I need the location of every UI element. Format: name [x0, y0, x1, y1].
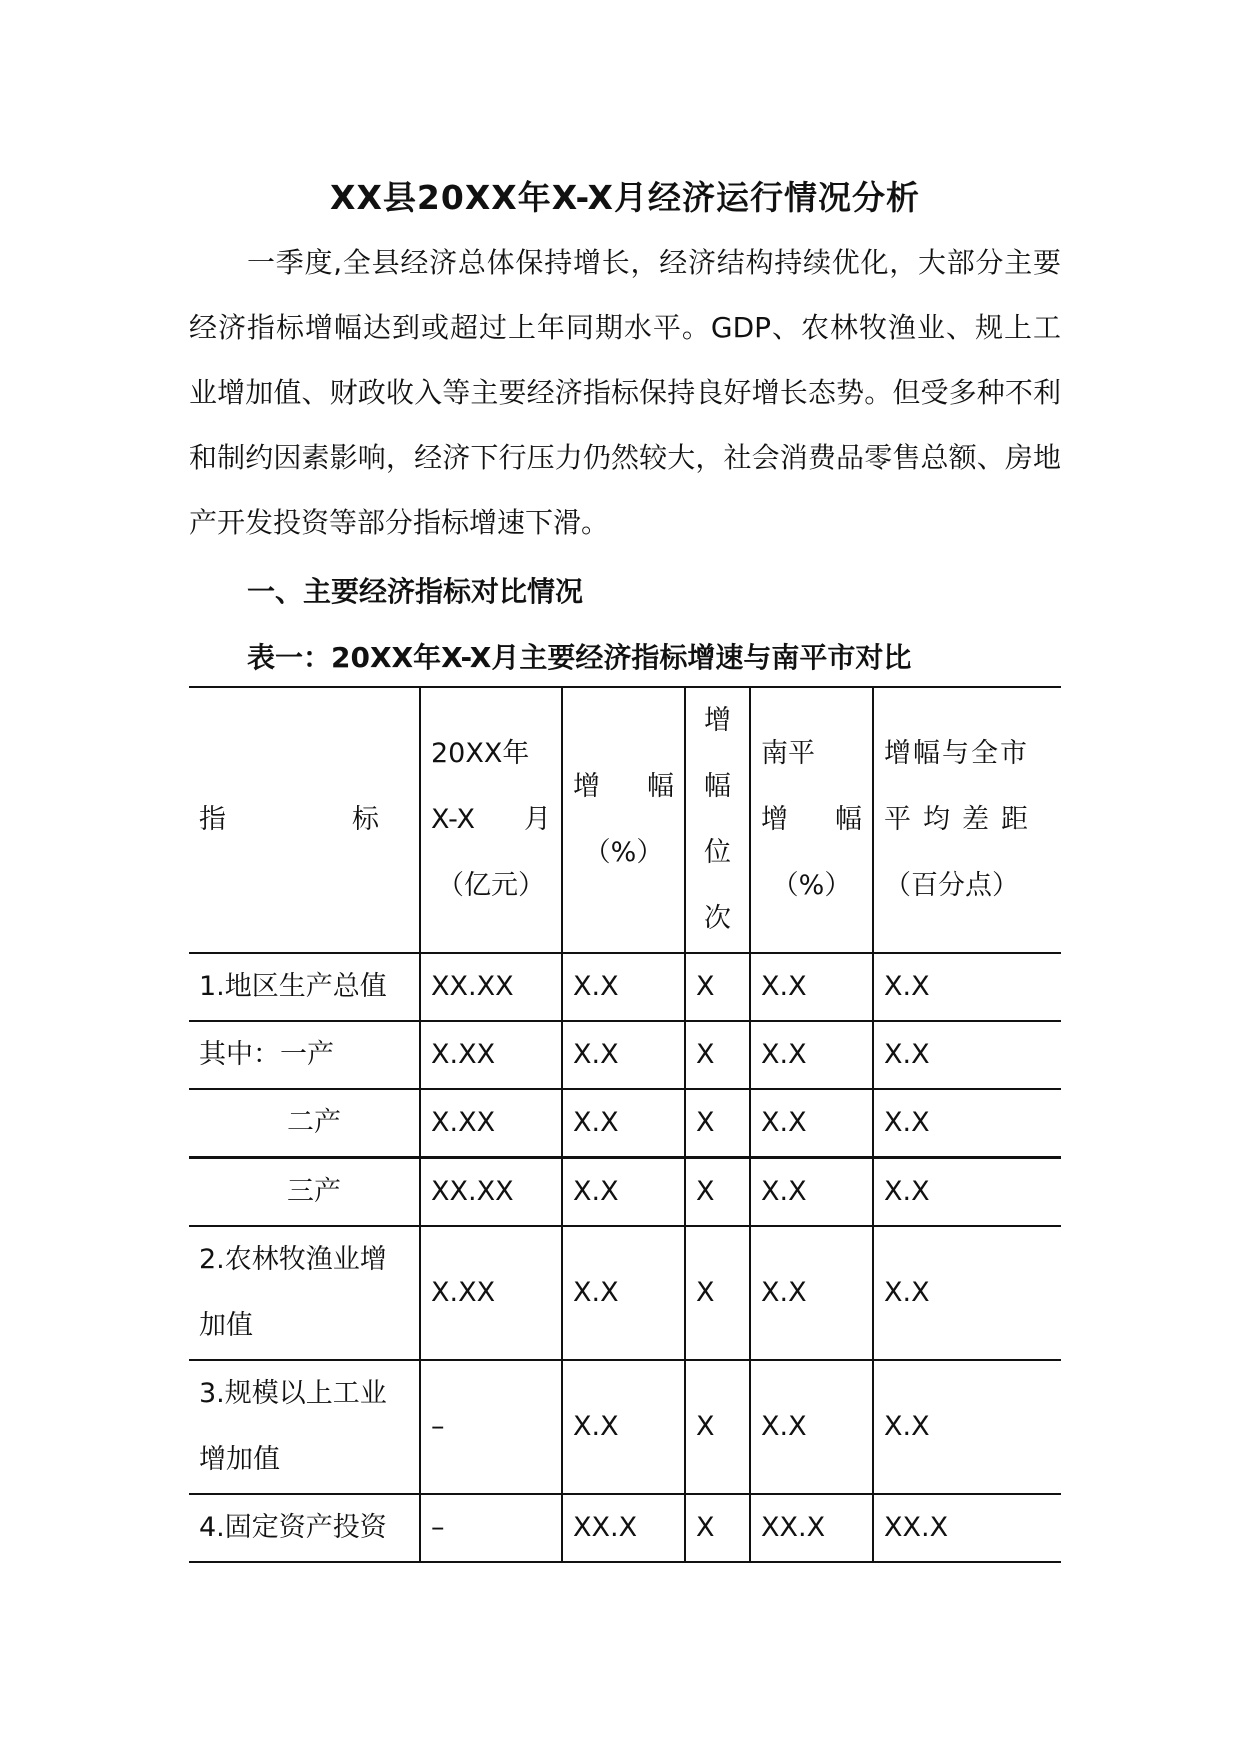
row-indicator: 3.规模以上工业增加值	[189, 1360, 420, 1494]
table-row	[189, 1021, 1061, 1089]
row-rank: X	[685, 1158, 750, 1227]
row-value: X.XX	[420, 1226, 562, 1360]
header-diff-line1: 增幅与全市	[884, 738, 1029, 769]
header-rank-2: 幅	[704, 771, 731, 802]
row-value: X.XX	[420, 1089, 562, 1158]
row-indicator: 其中：一产	[189, 1021, 420, 1089]
row-rank: X	[685, 1021, 750, 1089]
header-nanping-unit: （%）	[771, 870, 852, 901]
row-indicator: 2.农林牧渔业增加值	[189, 1226, 420, 1360]
row-diff: X.X	[873, 1226, 1061, 1360]
intro-paragraph: 一季度,全县经济总体保持增长，经济结构持续优化，大部分主要经济指标增幅达到或超过上年同期水平。GDP、农林牧渔业、规上工业增加值、财政收入等主要经济指标保持良好增长态势。但受多种不利和制约因素影响，经济下行压力仍然较大，社会消费品零售总额、房地产开发投资等部分指标增速下滑。	[189, 246, 1061, 539]
row-growth: X.X	[562, 1158, 685, 1227]
row-nanping-growth: X.X	[750, 953, 873, 1021]
header-value	[420, 687, 562, 953]
header-nanping-line1: 南平	[761, 738, 815, 769]
row-value: X.XX	[420, 1021, 562, 1089]
row-growth: XX.X	[562, 1494, 685, 1562]
header-rank-4: 次	[704, 903, 731, 934]
header-indicator-b: 标	[352, 804, 379, 835]
header-rank-1: 增	[704, 705, 731, 736]
table-header-row	[189, 687, 1061, 953]
header-growth-unit: （%）	[583, 837, 664, 868]
header-growth-a: 增	[573, 771, 600, 802]
row-diff: XX.X	[873, 1494, 1061, 1562]
row-indicator: 三产	[189, 1158, 420, 1227]
table-row	[189, 1494, 1061, 1562]
table-row	[189, 1360, 1061, 1494]
row-rank: X	[685, 1360, 750, 1494]
row-nanping-growth: X.X	[750, 1226, 873, 1360]
header-indicator-a: 指	[199, 804, 226, 835]
row-nanping-growth: X.X	[750, 1089, 873, 1158]
row-rank: X	[685, 953, 750, 1021]
section-heading: 一、主要经济指标对比情况	[247, 575, 584, 608]
row-indicator: 1.地区生产总值	[189, 953, 420, 1021]
row-growth: X.X	[562, 953, 685, 1021]
row-value: –	[420, 1494, 562, 1562]
header-value-line3: （亿元）	[437, 870, 545, 901]
header-value-line2b: 月	[524, 804, 551, 835]
document-title: XX县20XX年X-X月经济运行情况分析	[330, 178, 920, 217]
row-rank: X	[685, 1494, 750, 1562]
row-diff: X.X	[873, 953, 1061, 1021]
table-row	[189, 1158, 1061, 1227]
row-rank: X	[685, 1226, 750, 1360]
row-indicator: 4.固定资产投资	[189, 1494, 420, 1562]
header-growth-b: 幅	[647, 771, 674, 802]
row-diff: X.X	[873, 1158, 1061, 1227]
row-nanping-growth: X.X	[750, 1021, 873, 1089]
row-value: XX.XX	[420, 953, 562, 1021]
row-diff: X.X	[873, 1021, 1061, 1089]
header-indicator	[189, 687, 420, 953]
row-growth: X.X	[562, 1360, 685, 1494]
header-diff-line3: （百分点）	[884, 870, 1019, 901]
row-rank: X	[685, 1089, 750, 1158]
header-growth	[562, 687, 685, 953]
header-nanping	[750, 687, 873, 953]
indicator-table	[189, 686, 1061, 1563]
table-row	[189, 1089, 1061, 1158]
header-diff-line2: 平均差距	[884, 804, 1040, 835]
row-diff: X.X	[873, 1360, 1061, 1494]
row-growth: X.X	[562, 1021, 685, 1089]
table-row	[189, 953, 1061, 1021]
header-nanping-line2a: 增	[761, 804, 788, 835]
row-nanping-growth: X.X	[750, 1158, 873, 1227]
header-rank-3: 位	[704, 837, 731, 868]
row-nanping-growth: XX.X	[750, 1494, 873, 1562]
header-nanping-line2b: 幅	[835, 804, 862, 835]
row-growth: X.X	[562, 1226, 685, 1360]
header-value-line2a: X-X	[431, 804, 476, 835]
row-diff: X.X	[873, 1089, 1061, 1158]
row-indicator: 二产	[189, 1089, 420, 1158]
row-value: –	[420, 1360, 562, 1494]
header-rank	[685, 687, 750, 953]
row-growth: X.X	[562, 1089, 685, 1158]
header-value-line1: 20XX年	[431, 738, 530, 769]
row-nanping-growth: X.X	[750, 1360, 873, 1494]
header-diff	[873, 687, 1061, 953]
row-value: XX.XX	[420, 1158, 562, 1227]
table-caption: 表一：20XX年X-X月主要经济指标增速与南平市对比	[247, 641, 912, 674]
table-row	[189, 1226, 1061, 1360]
